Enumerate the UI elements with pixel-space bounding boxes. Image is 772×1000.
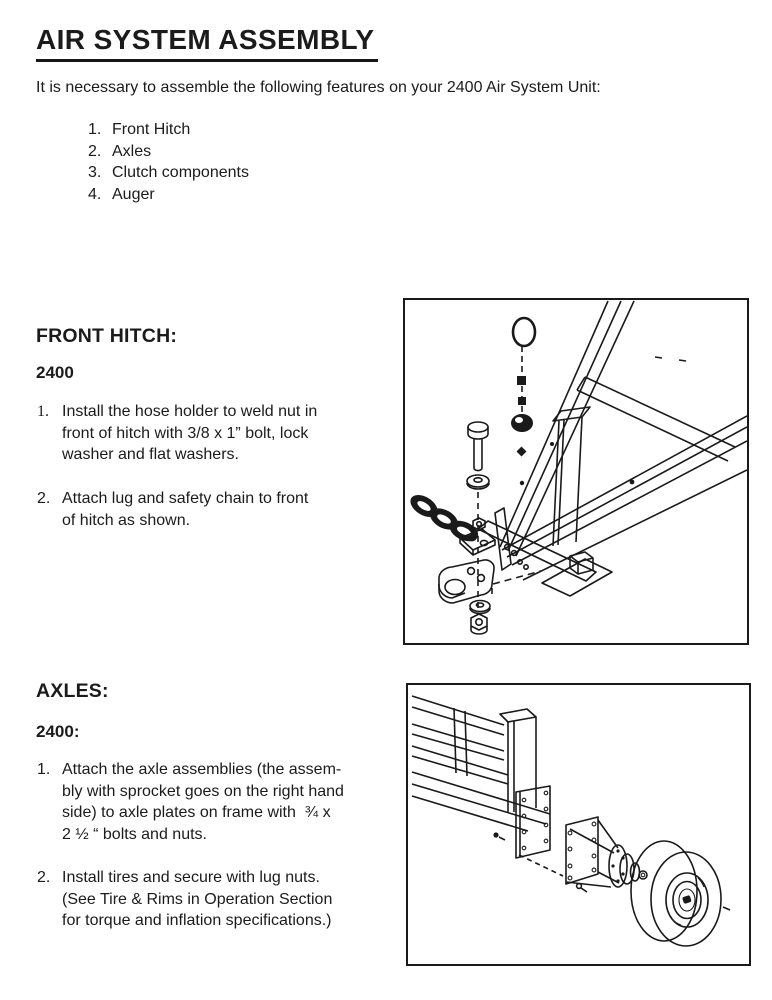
list-item: [88, 119, 249, 141]
list-item: [88, 184, 249, 206]
feature-list: [88, 119, 249, 205]
step-number: 2.: [37, 490, 51, 507]
list-number: 3.: [88, 164, 102, 181]
list-item: [88, 162, 249, 184]
instruction-step: [37, 488, 382, 531]
front-hitch-exploded-view-illustration: [405, 300, 747, 643]
list-number: 1.: [88, 121, 102, 138]
safety-chain: [407, 490, 482, 545]
machine-frame: [412, 696, 550, 831]
front-hitch-figure: [403, 298, 749, 645]
hitch-pin: [511, 318, 535, 485]
tire: [631, 841, 730, 946]
intro-text: It is necessary to assemble the following features on your 2400 Air System Unit:: [36, 79, 601, 96]
step-text: Install tires and secure with lug nuts. (See Tire & Rims in Operation Section for torque and inflation specifications.): [62, 869, 333, 929]
section-heading-front-hitch: FRONT HITCH:: [36, 325, 178, 347]
axle-hub-assembly: [566, 817, 647, 892]
step-number: 1.: [37, 761, 51, 778]
list-number: 2.: [88, 142, 102, 160]
page-title: AIR SYSTEM ASSEMBLY: [36, 24, 378, 62]
instruction-step: [37, 401, 382, 466]
section-heading-axles: AXLES:: [36, 680, 109, 702]
step-text: Install the hose holder to weld nut in front of hitch with 3/8 x 1” bolt, lock washer and flat washers.: [62, 403, 318, 463]
instruction-step: [37, 759, 382, 845]
step-text: Attach the axle assemblies (the assem- bly with sprocket goes on the right hand side) to axle plates on frame with ¾ x 2 ½ “ bolts and nuts.: [62, 761, 344, 843]
model-label: 2400: [36, 363, 74, 382]
step-text: Attach lug and safety chain to front of hitch as shown.: [62, 490, 309, 529]
list-label: Auger: [112, 185, 155, 203]
list-number: 4.: [88, 185, 102, 203]
list-label: Front Hitch: [112, 121, 191, 138]
step-number: 1.: [37, 403, 49, 420]
list-label: Clutch components: [112, 164, 249, 181]
axle-assembly-exploded-view-illustration: [408, 685, 749, 964]
model-label: 2400:: [36, 722, 80, 741]
list-label: Axles: [112, 142, 152, 160]
instruction-step: [37, 867, 382, 932]
list-item: [88, 141, 249, 163]
hitch-lug: [439, 560, 541, 634]
step-number: 2.: [37, 869, 51, 886]
axle-assembly-figure: [406, 683, 751, 966]
